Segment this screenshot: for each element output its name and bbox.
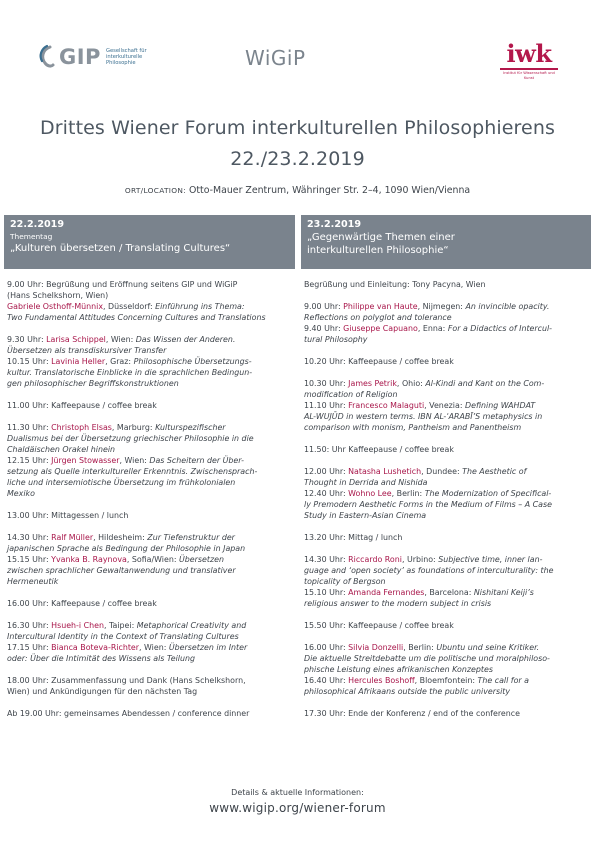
speaker-name: Ralf Müller (51, 533, 94, 542)
program-text: 15.10 Uhr: (304, 588, 349, 597)
program-line (304, 664, 590, 675)
speaker-name: James Petrik (348, 379, 397, 388)
program-line (304, 708, 590, 719)
program-text: , Bloemfontein: (414, 676, 478, 685)
program-text: 11.30 Uhr: (7, 423, 52, 432)
program-text: Ab 19.00 Uhr: gemeinsames Abendessen / conference dinner (7, 709, 250, 718)
program-block (7, 708, 293, 719)
program-line (304, 356, 590, 367)
program-line (304, 411, 590, 422)
talk-title: Übersetzen als transdiskursiver Transfer (7, 346, 167, 355)
program-line (7, 653, 293, 664)
program-text: , Hildesheim: (93, 533, 148, 542)
program-line (7, 675, 293, 686)
program-text: , Venezia: (424, 401, 466, 410)
talk-title: Das Wissen der Anderen. (135, 335, 236, 344)
program-text: 11.50: Uhr Kaffeepause / coffee break (304, 445, 454, 454)
program-line (304, 378, 590, 389)
program-line (304, 653, 590, 664)
program-line (7, 279, 293, 290)
program-text: 9.40 Uhr: (304, 324, 344, 333)
footer-info-label: Details & aktuelle Informationen: (231, 788, 364, 797)
program-line (7, 444, 293, 455)
speaker-name: Lavinia Heller (51, 357, 106, 366)
speaker-name: Natasha Lushetich (348, 467, 422, 476)
program-line (304, 686, 590, 697)
program-line (304, 301, 590, 312)
program-text: (Hans Schelkshorn, Wien) (7, 291, 109, 300)
program-text: , Berlin: (403, 643, 437, 652)
speaker-name: Amanda Fernandes (348, 588, 425, 597)
day2-date: 23.2.2019 (307, 219, 362, 230)
program-line (304, 642, 590, 653)
program-block (7, 510, 293, 521)
program-line (7, 400, 293, 411)
talk-title: Philosophische Übersetzungs- (133, 357, 252, 366)
program-text: 18.00 Uhr: Zusammenfassung und Dank (Hans Schelkshorn, (7, 676, 246, 685)
speaker-name: Giuseppe Capuano (343, 324, 418, 333)
program-line (304, 312, 590, 323)
talk-title: oder: Über die Intimität des Wissens als Teilung (7, 654, 195, 663)
program-block (7, 598, 293, 609)
program-block (304, 708, 590, 719)
talk-title: comparison with monism, Pantheism and Panentheism (304, 423, 522, 432)
program-block (7, 620, 293, 664)
program-line (304, 477, 590, 488)
program-block (304, 279, 590, 290)
program-line (304, 576, 590, 587)
program-text: , Düsseldorf: (103, 302, 156, 311)
speaker-name: Hercules Boshoff (348, 676, 415, 685)
program-line (7, 642, 293, 653)
speaker-name: Gabriele Osthoff-Münnix (7, 302, 104, 311)
talk-title: liche und intersemiotische Übersetzung im frühkolonialen (7, 478, 236, 487)
day2-program (304, 279, 590, 719)
talk-title: For a Didactics of Intercul- (447, 324, 553, 333)
program-line (7, 290, 293, 301)
program-line (7, 312, 293, 323)
speaker-name: Hsueh-i Chen (51, 621, 104, 630)
gip-swirl-icon (38, 44, 56, 70)
talk-title: Subjective time, inner lan- (438, 555, 543, 564)
program-line (7, 620, 293, 631)
speaker-name: Francesco Malaguti (348, 401, 425, 410)
program-block (304, 554, 590, 609)
program-line (304, 334, 590, 345)
program-block (304, 301, 590, 345)
program-line (304, 532, 590, 543)
program-line (304, 422, 590, 433)
day2-header (301, 215, 591, 269)
talk-title: AL-WUJŪD in western terms. IBN AL-ʿARABĪ’S metaphysics in (304, 412, 543, 421)
talk-title: Ubuntu und seine Kritiker. (436, 643, 540, 652)
program-line (7, 334, 293, 345)
program-text: , Berlin: (391, 489, 425, 498)
program-line (304, 499, 590, 510)
program-text: Begrüßung und Einleitung: Tony Pacyna, Wien (304, 280, 486, 289)
program-line (7, 708, 293, 719)
speaker-name: Bianca Boteva-Richter (51, 643, 140, 652)
program-block (7, 532, 293, 587)
program-line (7, 488, 293, 499)
program-text: 15.50 Uhr: Kaffeepause / coffee break (304, 621, 454, 630)
program-line (7, 455, 293, 466)
program-block (7, 400, 293, 411)
program-block (304, 356, 590, 367)
program-text: 12.15 Uhr: (7, 456, 52, 465)
talk-title: Nishitani Keiji’s (473, 588, 534, 597)
talk-title: Hermeneutik (7, 577, 59, 586)
program-block (7, 334, 293, 389)
program-text: , Enna: (417, 324, 448, 333)
program-text: 9.30 Uhr: (7, 335, 47, 344)
program-block (304, 620, 590, 631)
program-line (7, 598, 293, 609)
talk-title: topicality of Bergson (304, 577, 386, 586)
talk-title: guage and ‘open society’ as foundations of interculturality: the (304, 566, 554, 575)
program-text: 17.15 Uhr: (7, 643, 52, 652)
program-line (304, 279, 590, 290)
talk-title: Metaphorical Creativity and (136, 621, 247, 630)
program-text: 13.20 Uhr: Mittag / lunch (304, 533, 403, 542)
program-text: 10.30 Uhr: (304, 379, 349, 388)
talk-title: Thought in Derrida and Nishida (304, 478, 428, 487)
speaker-name: Riccardo Roni (348, 555, 402, 564)
talk-title: kultur. Translatorische Einblicke in die sprachlichen Bedingun- (7, 368, 253, 377)
program-text: , Dundee: (421, 467, 463, 476)
program-block (7, 675, 293, 697)
program-line (7, 565, 293, 576)
program-line (304, 466, 590, 477)
program-line (304, 554, 590, 565)
program-text: , Barcelona: (424, 588, 474, 597)
program-text: 11.00 Uhr: Kaffeepause / coffee break (7, 401, 157, 410)
iwk-logo (500, 39, 558, 80)
talk-title: Mexiko (7, 489, 35, 498)
program-text: 14.30 Uhr: (7, 533, 52, 542)
program-line (7, 301, 293, 312)
program-line (304, 675, 590, 686)
program-line (7, 356, 293, 367)
talk-title: The Modernization of Specifical- (424, 489, 552, 498)
talk-title: Al-Kindi and Kant on the Com- (425, 379, 545, 388)
program-block (304, 642, 590, 697)
page-date: 22./23.2.2019 (230, 148, 365, 170)
program-text: 9.00 Uhr: Begrüßung und Eröffnung seitens GIP und WiGiP (7, 280, 238, 289)
program-text: 12.00 Uhr: (304, 467, 349, 476)
iwk-logo-word: iwk (506, 39, 552, 68)
gip-logo-word: GIP (59, 45, 101, 69)
talk-title: An invincible opacity. (465, 302, 550, 311)
talk-title: setzung als Quelle interkultureller Erkenntnis. Zwischensprach- (7, 467, 258, 476)
day1-topic: „Kulturen übersetzen / Translating Cultures“ (10, 243, 231, 254)
program-line (7, 422, 293, 433)
day2-topic-line1: „Gegenwärtige Themen einer (307, 232, 455, 243)
program-text: , Marburg: (111, 423, 156, 432)
talk-title: Kulturspezifischer (155, 423, 226, 432)
program-text: , Taipei: (103, 621, 137, 630)
program-line (7, 367, 293, 378)
program-text: 16.40 Uhr: (304, 676, 349, 685)
program-text: 16.30 Uhr: (7, 621, 52, 630)
talk-title: Übersetzen (179, 555, 224, 564)
speaker-name: Larisa Schippel (46, 335, 106, 344)
program-line (304, 587, 590, 598)
program-block (304, 444, 590, 455)
program-text: 15.15 Uhr: (7, 555, 52, 564)
talk-title: Zur Tiefenstruktur der (147, 533, 235, 542)
talk-title: Die aktuelle Streitdebatte um die politische und moralphiloso- (304, 654, 550, 663)
talk-title: The call for a (477, 676, 529, 685)
program-line (7, 554, 293, 565)
day1-header (4, 215, 295, 269)
program-block (7, 279, 293, 323)
talk-title: The Aesthetic of (462, 467, 527, 476)
program-text: Wien) und Ankündigungen für den nächsten Tag (7, 687, 198, 696)
gip-logo (38, 44, 154, 70)
program-line (304, 444, 590, 455)
talk-title: gen philosophischer Begriffskonstruktionen (7, 379, 179, 388)
talk-title: philosophical Afrikaans outside the public university (304, 687, 511, 696)
day1-program (7, 279, 293, 719)
location-label: ORT/LOCATION: (124, 186, 187, 195)
program-line (7, 576, 293, 587)
talk-title: Chaldäischen Orakel hinein (7, 445, 116, 454)
iwk-logo-subtitle: Institut für Wissenschaft und Kunst (503, 71, 555, 80)
program-text: , Urbino: (401, 555, 439, 564)
day2-topic-line2: interkulturellen Philosophie“ (307, 245, 449, 256)
program-line (7, 686, 293, 697)
program-line (7, 433, 293, 444)
talk-title: religious answer to the modern subject in crisis (304, 599, 492, 608)
program-line (7, 477, 293, 488)
talk-title: Dualismus bei der Übersetzung griechischer Philosophie in die (7, 434, 254, 443)
program-line (7, 532, 293, 543)
program-block (7, 422, 293, 499)
program-line (304, 565, 590, 576)
program-line (7, 378, 293, 389)
speaker-name: Philippe van Haute (343, 302, 418, 311)
program-line (304, 323, 590, 334)
program-text: , Wien: (139, 643, 169, 652)
talk-title: phische Leistung eines afrikanischen Konzeptes (304, 665, 493, 674)
speaker-name: Jürgen Stowasser (51, 456, 120, 465)
gip-logo-subtitle: Gesellschaft für interkulturelle Philosophie (105, 47, 147, 67)
footer-url[interactable]: www.wigip.org/wiener-forum (209, 801, 386, 815)
program-text: , Nijmegen: (417, 302, 466, 311)
page-title: Drittes Wiener Forum interkulturellen Philosophierens (40, 117, 555, 139)
footer (0, 788, 595, 815)
program-block (304, 378, 590, 433)
iwk-logo-bar (500, 68, 558, 70)
program-line (304, 389, 590, 400)
program-line (7, 510, 293, 521)
speaker-name: Christoph Elsas (51, 423, 112, 432)
program-text: 11.10 Uhr: (304, 401, 349, 410)
program-line (7, 345, 293, 356)
wigip-logo: WiGiP (245, 46, 306, 70)
talk-title: Defining WAHDAT (465, 401, 536, 410)
program-text: 16.00 Uhr: Kaffeepause / coffee break (7, 599, 157, 608)
program-line (7, 466, 293, 477)
program-text: , Sofia/Wien: (126, 555, 180, 564)
program-text: , Graz: (105, 357, 134, 366)
program-text: , Wien: (119, 456, 150, 465)
talk-title: Two Fundamental Attitudes Concerning Cultures and Translations (7, 313, 266, 322)
program-text: , Ohio: (396, 379, 426, 388)
speaker-name: Yvanka B. Raynova (51, 555, 127, 564)
talk-title: Übersetzen im Inter (168, 643, 248, 652)
program-text: 16.00 Uhr: (304, 643, 349, 652)
program-line (304, 488, 590, 499)
program-line (304, 510, 590, 521)
program-text: 9.00 Uhr: (304, 302, 344, 311)
program-text: 10.20 Uhr: Kaffeepause / coffee break (304, 357, 454, 366)
speaker-name: Wohno Lee (348, 489, 392, 498)
program-text: 13.00 Uhr: Mittagessen / lunch (7, 511, 129, 520)
day1-date: 22.2.2019 (10, 219, 65, 230)
talk-title: tural Philosophy (304, 335, 368, 344)
talk-title: modification of Religion (304, 390, 398, 399)
talk-title: Intercultural Identity in the Context of Translating Cultures (7, 632, 239, 641)
program-line (7, 543, 293, 554)
program-text: 12.40 Uhr: (304, 489, 349, 498)
talk-title: zwischen sprachlicher Gewaltanwendung und translativer (7, 566, 236, 575)
program-line (304, 598, 590, 609)
talk-title: japanischen Sprache als Bedingung der Philosophie in Japan (7, 544, 246, 553)
talk-title: Einführung ins Thema: (155, 302, 245, 311)
location-line (0, 185, 595, 196)
program-text: 14.30 Uhr: (304, 555, 349, 564)
program-block (304, 466, 590, 521)
talk-title: Study in Eastern-Asian Cinema (304, 511, 427, 520)
program-text: , Wien: (105, 335, 136, 344)
program-line (304, 400, 590, 411)
program-block (304, 532, 590, 543)
talk-title: ly Premodern Aesthetic Forms in the Medium of Films – A Case (304, 500, 552, 509)
program-text: 17.30 Uhr: Ende der Konferenz / end of the conference (304, 709, 520, 718)
program-line (7, 631, 293, 642)
program-line (304, 620, 590, 631)
program-text: 10.15 Uhr: (7, 357, 52, 366)
day1-subtitle: Thementag (10, 232, 53, 241)
speaker-name: Silvia Donzelli (348, 643, 404, 652)
talk-title: Reflections on polyglot and tolerance (304, 313, 452, 322)
location-value: Otto-Mauer Zentrum, Währinger Str. 2–4, 1090 Wien/Vienna (189, 185, 471, 196)
talk-title: Das Scheitern der Über- (149, 456, 244, 465)
